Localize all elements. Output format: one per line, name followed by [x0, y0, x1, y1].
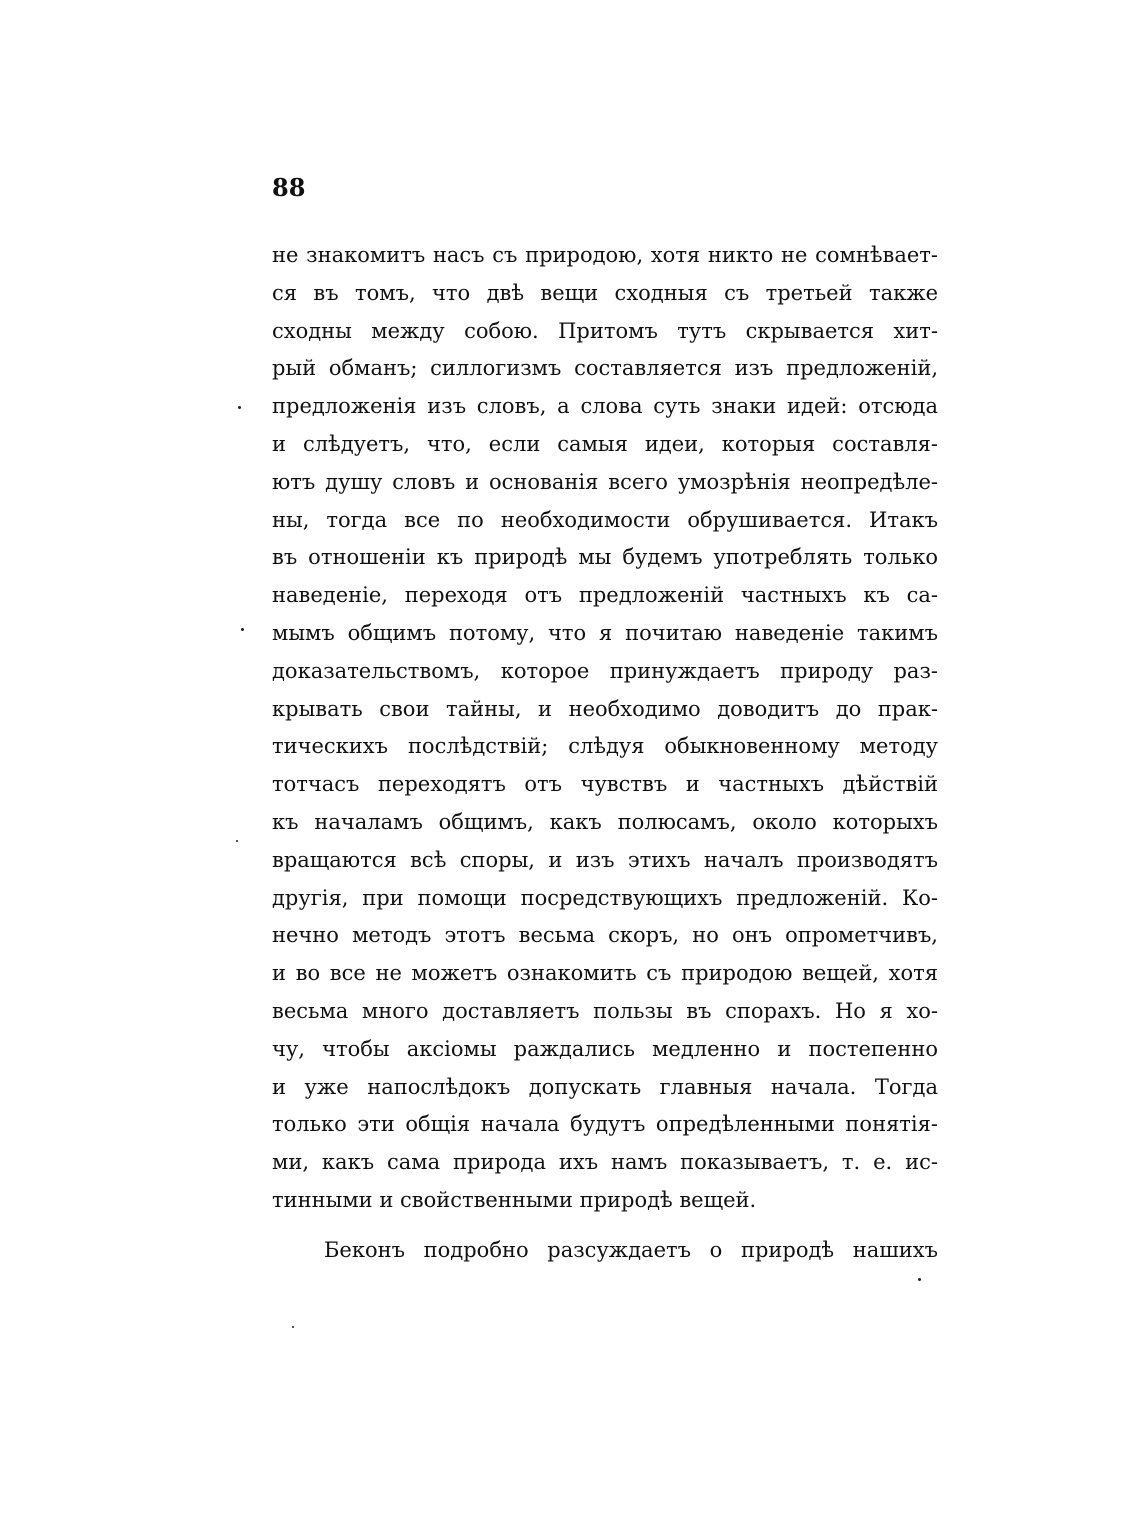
text-line: мымъ общимъ потому, что я почитаю наведенiе такимъ	[272, 620, 938, 645]
text-line: сходны между собою. Притомъ тутъ скрывается хит-	[272, 318, 938, 343]
text-line: другiя, при помощи посредствующихъ предложенiй. Ко-	[272, 885, 938, 910]
text-line: ны, тогда все по необходимости обрушивается. Итакъ	[272, 507, 938, 532]
scan-speck	[241, 628, 244, 631]
text-line: только эти общiя начала будутъ опредѣленными понятiя-	[272, 1112, 938, 1137]
text-line: тинными и свойственными природѣ вещей.	[272, 1187, 757, 1212]
text-line: весьма много доставляетъ пользы въ спорахъ. Но я хо-	[272, 998, 938, 1023]
text-line: тотчасъ переходятъ отъ чувствъ и частныхъ дѣйствiй	[272, 772, 938, 797]
scan-speck	[236, 840, 238, 842]
text-line: Беконъ подробно разсуждаетъ о природѣ нашихъ	[324, 1238, 938, 1262]
text-line: вращаются всѣ споры, и изъ этихъ началъ производятъ	[272, 847, 938, 872]
text-line: въ отношенiи къ природѣ мы будемъ употреблять только	[272, 545, 938, 570]
text-line: наведенiе, переходя отъ предложенiй частныхъ къ са-	[272, 583, 938, 608]
page-number: 88	[272, 173, 306, 202]
paragraph-1	[272, 237, 938, 1220]
text-line: тическихъ послѣдствiй; слѣдуя обыкновенному методу	[272, 734, 938, 759]
text-line: чу, чтобы аксiомы раждались медленно и постепенно	[272, 1036, 938, 1061]
text-line: ютъ душу словъ и основанiя всего умозрѣнiя неопредѣле-	[272, 469, 938, 494]
text-line: не знакомитъ насъ съ природою, хотя никто не сомнѣвает-	[272, 243, 938, 267]
text-line: доказательствомъ, которое принуждаетъ природу раз-	[272, 658, 938, 683]
scan-speck	[238, 406, 241, 409]
text-line: и во все не можетъ ознакомить съ природою вещей, хотя	[272, 961, 938, 986]
scan-speck	[918, 1278, 921, 1281]
text-line: рый обманъ; силлогизмъ составляется изъ предложенiй,	[272, 356, 938, 381]
text-line: ми, какъ сама природа ихъ намъ показываетъ, т. е. ис-	[272, 1150, 938, 1175]
paragraph-2	[272, 1232, 938, 1270]
text-line: крывать свои тайны, и необходимо доводитъ до прак-	[272, 696, 938, 721]
text-line: предложенiя изъ словъ, а слова суть знаки идей: отсюда	[272, 394, 938, 419]
text-line: и уже напослѣдокъ допускать главныя начала. Тогда	[272, 1074, 938, 1099]
text-line: ся въ томъ, что двѣ вещи сходныя съ третьей также	[272, 280, 938, 305]
text-line: и слѣдуетъ, что, если самыя идеи, которыя составля-	[272, 431, 938, 456]
text-line: нечно методъ этотъ весьма скоръ, но онъ опрометчивъ,	[272, 923, 938, 948]
text-line: къ началамъ общимъ, какъ полюсамъ, около которыхъ	[272, 809, 938, 834]
scan-speck	[292, 1326, 294, 1328]
